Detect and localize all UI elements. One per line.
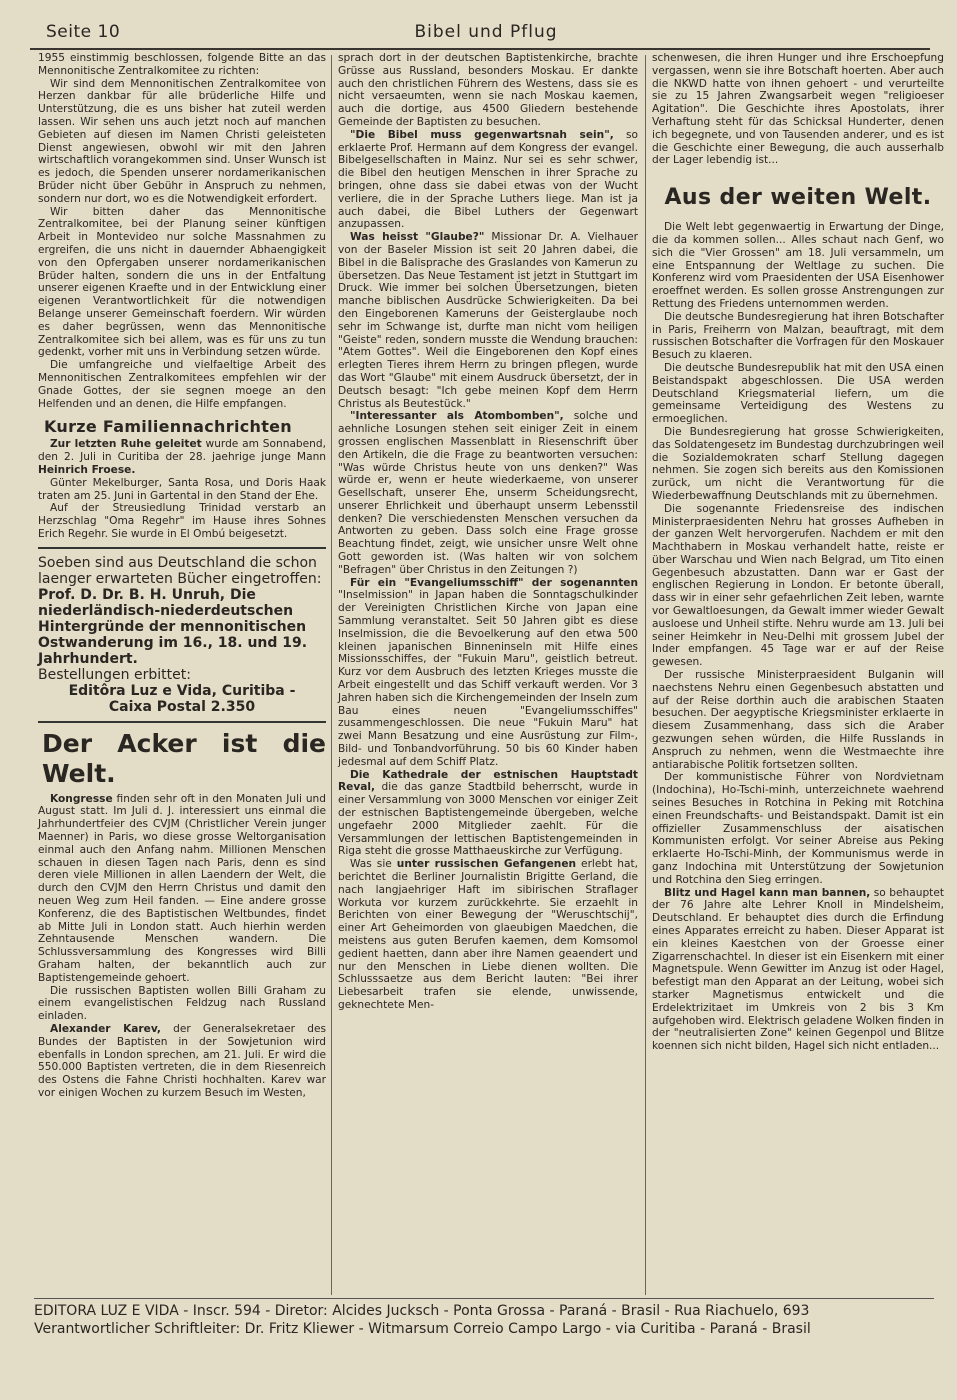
article-paragraph: Die deutsche Bundesregierung hat ihren Botschafter in Paris, Freiherrn von Malzan, beauftragt, mit dem russischen Botschafter die Vorfragen für den Moskauer Besuch zu klaeren. [652, 310, 944, 362]
article-paragraph: schenwesen, die ihren Hunger und ihre Erschoepfung vergassen, wenn sie ihre Botschaft hoerten. Aber auch die NKWD hatte von ihnen gehoert - und verurteilte sie zu 15 Jahren Zwangsarbeit wegen "religioeser Agitation". Die Geschichte ihres Apostolats, ihrer Verhaftung steht für das Schicksal Hunderter, denen ich begegnete, und von Tausenden anderer, und es ist die Geschichte einer Bewegung, die auch ausserhalb der Lager lebendig ist... [652, 52, 944, 167]
article-paragraph: Der russische Ministerpraesident Bulganin will naechstens Nehru einen Gegenbesuch abstatten und auf der Reise dorthin auch die arabischen Staaten besuchen. Der aegyptische Kriegsminister erklaerte in diesem Zusammenhang, dass sich die Araber gezwungen sehen würden, die Hilfe Russlands in Anspruch zu nehmen, wenn die Westmaechte ihre antiarabische Politik fortsetzen sollten. [652, 669, 944, 771]
paragraph-text: Missionar Dr. A. Vielhauer von der Baseler Mission ist seit 20 Jahren dabei, die Bibel in die Balisprache des Graslandes von Kamerun zu übersetzen. Das Neue Testament ist jetzt in Stuttgart im Druck. Wie immer bei solchen Übersetzungen, bieten manche biblischen Ausdrücke Schwierigkeiten. Da bei den Eingeborenen Kameruns der Geisterglaube noch sehr im Schwange ist, durfte man nicht vom heiligen "Geiste" reden, sondern musste die Wendung brauchen: "Atem Gottes". Weil die Eingeborenen den Kopf eines erlegten Tieres ihrem Herrn zu bringen pflegen, wurde das Wort "Glaube" mit einem Ausdruck übersetzt, der in Deutsch besagt: "Ich gebe meinen Kopf dem Herrn Christus als Beutestück." [338, 231, 639, 410]
paragraph-text: "Inselmission" in Japan haben die Sonntagschulkinder der Vereinigten Christlichen Kirche von Japan eine Sammlung veranstaltet. Seit 50 Jahren gibt es diese Inselmission, die die Bevoelkerung auf den etwa 500 kleinen japanischen Binneninseln mit Hilfe eines Missionsschiffes, der "Fukuin Maru", geistlich betreut. Kurz vor dem Ausbruch des letzten Krieges musste die Arbeit eingestellt und das Schiff verkauft werden. Vor 3 Jahren haben sich die Kirchengemeinden der Inseln zum Bau eines neuen "Evangeliumsschiffes" zusammengeschlossen. Die neue "Fukuin Maru" hat zwei Mann Besatzung und eine Ausrüstung zur Film-, Bild- und Tonbandvorführung. 50 bis 60 Kinder haben jedesmal auf dem Schiff Platz. [338, 589, 638, 768]
article-paragraph: Die sogenannte Friedensreise des indischen Ministerpraesidenten Nehru hat grosses Aufheben in der ganzen Welt hervorgerufen. Nachdem er mit den Machthabern in Moskau verhandelt hatte, reiste er über Warschau und Wien nach Belgrad, um Tito einen Gegenbesuch abzustatten. Dann war er Gast der englischen Regierung in London. Er betonte überall, dass wir in einer sehr gefaehrlichen Zeit leben, warnte vor Gewaltloesungen, da Gewalt immer wieder Gewalt ausloese und Unheil stifte. Nehru wurde am 13. Juli bei seiner Heimkehr in Neu-Delhi mit grossem Jubel der Inder empfangen. 45 Tage war er auf der Reise gewesen. [652, 502, 944, 669]
imprint-line: Verantwortlicher Schriftleiter: Dr. Fritz Kliewer - Witmarsum Correio Campo Largo - via Curitiba - Paraná - Brasil [34, 1321, 811, 1337]
paragraph-text: der Generalsekretaer des Bundes der Baptisten in der Sowjetunion wird ebenfalls in London sprechen, am 21. Juli. Er wird die 550.000 Baptisten vertreten, die in dem Riesenreich des Ostens die Fahne Christi hochhalten. Karev war vor einigen Wochen zu kurzem Besuch im Westen, [38, 1023, 326, 1100]
article-paragraph [338, 231, 638, 410]
notice-intro: Soeben sind aus Deutschland die schon laenger erwarteten Bücher eingetroffen: [38, 554, 322, 587]
column-right [652, 52, 944, 1292]
article-paragraph [338, 577, 638, 769]
lead-phrase: Zur letzten Ruhe geleitet [50, 438, 202, 451]
article-paragraph [38, 793, 326, 985]
lead-phrase: Was heisst "Glaube?" [350, 231, 485, 244]
paragraph-text: finden sehr oft in den Monaten Juli und August statt. Im Juli d. J. interessiert uns einmal die Jahrhundertfeier des CVJM (Christlicher Verein junger Maenner) in Paris, wo diese grosse Weltorganisation einmal auch den Anfang nahm. Millionen Menschen schauen in diesen Tagen nach Paris, denn es sind deren viele Millionen in allen Laendern der Welt, die durch den CVJM den Herrn Christus und damit den neuen Weg zum Heil fanden. — Eine andere grosse Konferenz, die des Baptistischen Weltbundes, findet ab Mitte Juli in London statt. Auch hierhin werden Zehntausende Menschen wandern. Die Schlussversammlung des Kongresses wird Billi Graham halten, der bekanntlich auch zur Baptistengemeinde gehoert. [38, 792, 326, 984]
article-paragraph: Günter Mekelburger, Santa Rosa, und Doris Haak traten am 25. Juni in Gartental in den Stand der Ehe. [38, 476, 326, 502]
person-name: Heinrich Froese. [38, 463, 136, 476]
article-paragraph: Die Bundesregierung hat grosse Schwierigkeiten, das Soldatengesetz im Bundestag durchzubringen weil die Sozialdemokraten scharf Stellung dagegen nehmen. Sie zogen sich bereits aus den Komissionen zurück, um nicht die Verantwortung für die Wiederbewaffnung Deutschlands mit zu übernehmen. [652, 425, 944, 502]
section-rule [38, 721, 326, 723]
column-middle [338, 52, 638, 1297]
article-paragraph [38, 438, 326, 476]
column-divider [331, 55, 332, 1295]
footer-rule [34, 1298, 934, 1299]
lead-phrase: Kongresse [50, 792, 113, 805]
lead-phrase: "Die Bibel muss gegenwartsnah sein", [350, 128, 614, 141]
family-news-heading: Kurze Familiennachrichten [44, 417, 292, 437]
paragraph-text: so behauptet der 76 Jahre alte Lehrer Knoll in Mindelsheim, Deutschland. Er behauptet dies durch die Erfindung eines Apparates erreicht zu haben. Dieser Apparat ist ein kleines Kaestchen von der Groesse einer Zigarrenschachtel. In dieser ist ein Eisenkern mit einer Magnetspule. Wenn Gewitter im Anzug ist oder Hagel, befestigt man den Apparat an der Leitung, wobei sich starker Magnetismus entwickelt und die Erdelektrizitaet im Umkreis von 2 bis 3 Km aufgehoben wird. Elektrisch geladene Wolken finden in der "neutralisierten Zone" keinen Gegenpol und Blitze koennen sich nicht bilden, Hagel sich nicht entladen... [652, 886, 944, 1053]
paragraph-text: Was sie [350, 858, 397, 871]
column-left [38, 52, 326, 1292]
publication-title: Bibel und Pflug [414, 22, 558, 42]
paragraph-text: wurde am Sonnabend, den 2. Juli in Curitiba der 28. jaehrige junge Mann [38, 438, 326, 464]
lead-phrase: "Interessanter als Atombomben", [350, 410, 564, 423]
paragraph-text: die das ganze Stadtbild beherrscht, wurde in einer Versammlung von 3000 Menschen vor einiger Zeit der estnischen Baptistengemeinde übergeben, welche ungefaehr 2000 Mitglieder zaehlt. Für die Versammlungen der lettischen Baptistengemeinden in Riga steht die grosse Matthaeuskirche zur Verfügung. [338, 781, 638, 858]
lead-phrase: Blitz und Hagel kann man bannen, [664, 886, 871, 899]
page-header [46, 20, 926, 46]
article-paragraph: Die umfangreiche und vielfaeltige Arbeit des Mennonitischen Zentralkomitees empfehlen wir der Gnade Gottes, der sie segnen moege an den Helfenden und an denen, die Hilfe empfangen. [38, 359, 326, 410]
article-paragraph: Der kommunistische Führer von Nordvietnam (Indochina), Ho-Tschi-minh, unterzeichnete waehrend seines Besuches in Rotchina in Peking mit Rotchina einen Freundschafts- und Beistandspakt. Damit ist ein offizieller Zusammenschluss der aisatischen Kommunisten erfolgt. Vor seiner Abreise aus Peking erklaerte Ho-Tschi-Minh, der Kommunismus werde in ganz Indochina mit Unterstützung der Sowjetunion und Rotchina den Sieg erringen. [652, 771, 944, 886]
article-paragraph [38, 1023, 326, 1100]
paragraph-text: solche und aehnliche Losungen stehen seit einiger Zeit in einem grossen englischen Massenblatt in Riesenschrift über den Artikeln, die die Frage zu beantworten versuchen: "Was würde Christus heute von uns denken?" Was würde er, wenn er heute wiederkaeme, von unserer Gesellschaft, unserer Ehe, unserm Scheidungsrecht, unserer Ehrlichkeit und überhaupt unserm Lebensstil denken? Die verschiedensten Menschen versuchen da Antworten zu geben. Dass solch eine Frage grosse Beachtung findet, zeigt, wie unsicher unsre Welt ohne Gott geworden ist. (Was halten wir von solchem "Befragen" über Christus in den Zeitungen ?) [338, 410, 638, 576]
header-rule [30, 48, 930, 50]
article-paragraph: 1955 einstimmig beschlossen, folgende Bitte an das Mennonitische Zentralkomitee zu richten: [38, 52, 326, 77]
lead-phrase: unter russischen Gefangenen [396, 858, 577, 871]
paragraph-text: so erklaerte Prof. Hermann auf dem Kongress der evangel. Bibelgesellschaften in Mainz. Nur sei es sehr schwer, die Bibel den heutigen Menschen in ihrer Sprache zu bringen, ohne dass sie dabei etwas von der Wucht verliere, die in der Sprache Luthers liege. Man ist ja auch dabei, die Bibel Luthers der Gegenwart anzupassen. [338, 128, 638, 231]
imprint-footer [34, 1302, 934, 1338]
article-paragraph: sprach dort in der deutschen Baptistenkirche, brachte Grüsse aus Russland, besonders Moskau. Er dankte auch den christlichen Führern des Westens, dass sie es nicht versaeumten, wenn sie nach Moskau kaemen, auch die dortige, aus 4500 Gliedern bestehende Gemeinde der Baptisten zu besuchen. [338, 52, 638, 128]
book-title: Prof. D. Dr. B. H. Unruh, Die niederländisch-niederdeutschen Hintergründe der mennonitischen Ostwanderung im 16., 18. und 19. Jahrhundert. [38, 586, 308, 667]
order-line: Bestellungen erbittet: [38, 666, 191, 683]
article-paragraph [338, 769, 638, 859]
article-paragraph [652, 887, 944, 1053]
world-news-heading: Aus der weiten Welt. [664, 185, 932, 211]
paragraph-text: erlebt hat, berichtet die Berliner Journalistin Brigitte Gerland, die nach langjaehriger Haft im sibirischen Straflager Workuta vor kurzem zurückkehrte. Sie erzaehlt in Berichten von einer Bewegung der "Weruschtschij", einer Art Geheimorden von glaeubigen Maedchen, die meistens aus guten Berufen kaemen, dem Komsomol gedient haetten, dann aber ihre Namen geaendert und nur den Menschen in Liebe dienen wollten. Die Schlusssaetze aus dem Bericht lauten: "Bei ihrer Liebesarbeit trafen sie elende, unwissende, geknechtete Men- [338, 858, 638, 1011]
article-paragraph [338, 410, 638, 576]
column-divider [645, 55, 646, 1295]
article-paragraph [338, 858, 638, 1012]
article-paragraph: Die deutsche Bundesrepublik hat mit den USA einen Beistandspakt abgeschlossen. Die USA werden Deutschland Kriegsmaterial liefern, um die gemeinsame Verteidigung des Westens zu ermoeglichen. [652, 361, 944, 426]
article-paragraph: Wir sind dem Mennonitischen Zentralkomitee von Herzen dankbar für alle brüderliche Hilfe und Unterstützung, die es uns bisher hat zuteil werden lassen. Wir sehen uns auch jetzt noch auf manchen Gebieten auf diesen im Namen Christi geleisteten Dienst angewiesen, obwohl wir mit den Jahren wirtschaftlich vorangekommen sind. Unser Wunsch ist es jedoch, die Spenden unserer nordamerikanischen Brüder nicht über Gebühr in Anspruch zu nehmen, sondern nur dort, wo es die Notwendigkeit erfordert. [38, 77, 326, 205]
lead-phrase: Für ein "Evangeliumsschiff" der sogenannten [350, 576, 638, 589]
imprint-line: EDITORA LUZ E VIDA - Inscr. 594 - Diretor: Alcides Jucksch - Ponta Grossa - Paraná - Brasil - Rua Riachuelo, 693 [34, 1303, 810, 1319]
article-paragraph: Die Welt lebt gegenwaertig in Erwartung der Dinge, die da kommen sollen... Alles schaut nach Genf, wo sich die "Vier Grossen" am 18. Juli versammeln, um eine Entspannung der Weltlage zu suchen. Die Konferenz wird vom Praesidenten der USA Eisenhower eroeffnet werden. Es sollen grosse Anstrengungen zur Rettung des Friedens unternommen werden. [652, 221, 944, 310]
lead-phrase: Die Kathedrale der estnischen Hauptstadt Reval, [338, 768, 638, 794]
book-notice [38, 555, 326, 715]
article-paragraph [338, 129, 638, 231]
acker-heading: Der Acker ist die Welt. [42, 728, 326, 788]
postal-box: Caixa Postal 2.350 [108, 698, 256, 715]
section-rule [38, 547, 326, 549]
article-paragraph: Wir bitten daher das Mennonitische Zentralkomitee, bei der Planung seiner künftigen Arbeit in Montevideo nur solche Massnahmen zu ergreifen, die uns nicht in dauernder Abhaengigkeit von den Opfergaben unserer nordamerikanischen Brüder halten, sondern die uns in der Entfaltung unserer eigenen Kraefte und in der Entwicklung einer eigenen Verantwortlichkeit für die notwendigen Belange unserer Gemeinschaft foerdern. Wir würden es daher begrüssen, wenn das Mennonitische Zentralkomitee sich bei allem, was es für uns zu tun gedenkt, vorher mit uns in Verbindung setzen würde. [38, 205, 326, 359]
lead-phrase: Alexander Karev, [50, 1023, 161, 1036]
page-number: Seite 10 [46, 22, 121, 42]
article-paragraph: Auf der Streusiedlung Trinidad verstarb an Herzschlag "Oma Regehr" im Hause ihres Sohnes Erich Regehr. Sie wurde in El Ombú beigesetzt. [38, 502, 326, 540]
publisher-name: Editôra Luz e Vida, Curitiba - [68, 682, 296, 699]
article-paragraph: Die russischen Baptisten wollen Billi Graham zu einem evangelistischen Feldzug nach Russland einladen. [38, 984, 326, 1023]
